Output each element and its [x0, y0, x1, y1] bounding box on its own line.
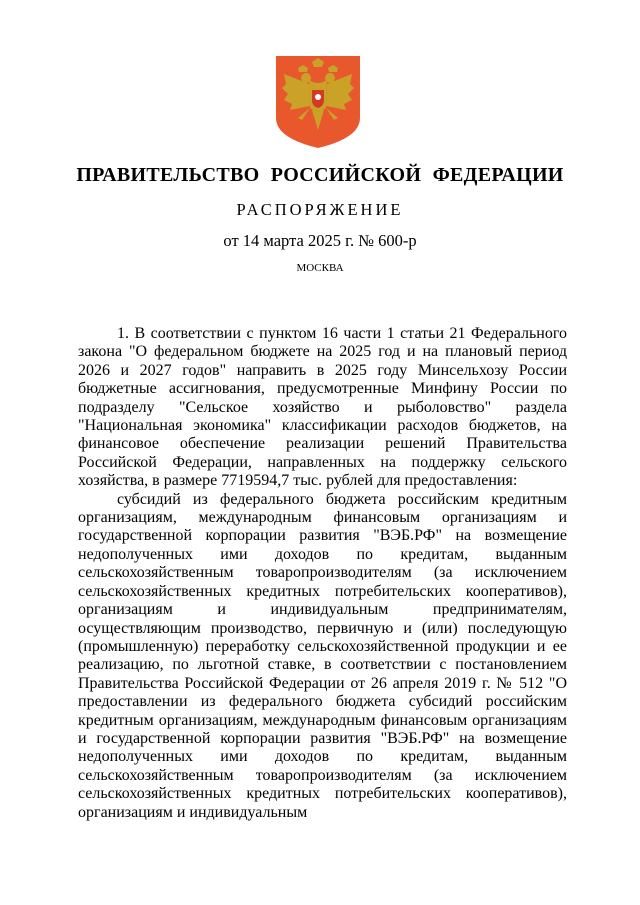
- document-type: РАСПОРЯЖЕНИЕ: [236, 200, 404, 219]
- paragraph-2: субсидий из федерального бюджета российским кредитным организациям, международным финансовым организациям и государственной корпорации развития "ВЭБ.РФ" на возмещение недополученных ими доходов по кредитам, выданным сельскохозяйственным товаропроизводителям (за исключением сельскохозяйственных кредитных потребительских кооперативов), организациям и индивидуальным предпринимателям, осуществляющим производство, первичную и (или) последующую (промышленную) переработку сельскохозяйственной продукции и ее реализацию, по льготной ставке, в соответствии с постановлением Правительства Российской Федерации от 26 апреля 2019 г. № 512 "О предоставлении из федерального бюджета субсидий российским кредитным организациям, международным финансовым организациям и государственной корпорации развития "ВЭБ.РФ" на возмещение недополученных ими доходов по кредитам, выданным сельскохозяйственным товаропроизводителям (за исключением сельскохозяйственных кредитных потребительских кооперативов), организациям и индивидуальным: [78, 490, 567, 821]
- document-body: [78, 325, 567, 822]
- coat-of-arms-icon: [276, 56, 360, 148]
- document-date-number: от 14 марта 2025 г. № 600-р: [223, 231, 417, 250]
- government-title: ПРАВИТЕЛЬСТВО РОССИЙСКОЙ ФЕДЕРАЦИИ: [76, 164, 564, 186]
- coat-of-arms-emblem: [276, 56, 360, 148]
- document-city: МОСКВА: [296, 262, 344, 274]
- paragraph-1: 1. В соответствии с пунктом 16 части 1 статьи 21 Федерального закона "О федеральном бюджете на 2025 год и на плановый период 2026 и 2027 годов" направить в 2025 году Минсельхозу России бюджетные ассигнования, предусмотренные Минфину России по подразделу "Сельское хозяйство и рыболовство" раздела "Национальная экономика" классификации расходов бюджетов, на финансовое обеспечение реализации решений Правительства Российской Федерации, направленных на поддержку сельского хозяйства, в размере 7719594,7 тыс. рублей для предоставления:: [78, 325, 567, 490]
